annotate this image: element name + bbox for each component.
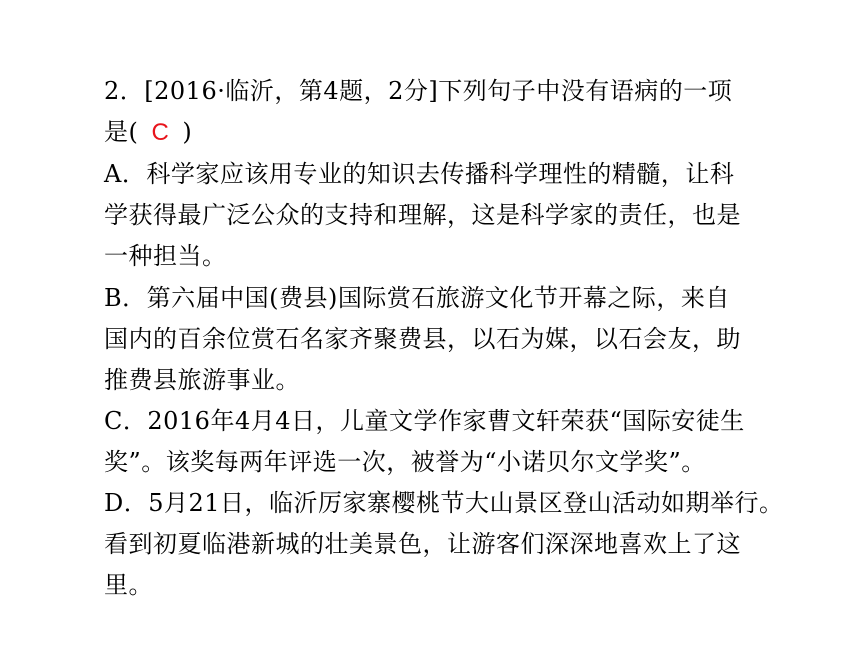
question-stem-continuation: [104, 117, 192, 148]
answer-prefix: 是(: [104, 118, 139, 146]
option-a-line-2: 学获得最广泛公众的支持和理解，这是科学家的责任，也是: [104, 201, 741, 229]
option-d-line-1: D．5月21日，临沂厉家寨樱桃节大山景区登山活动如期举行。: [104, 489, 784, 517]
question-stem-text: 2．[2016·临沂，第4题，2分]下列句子中没有语病的一项: [104, 77, 733, 105]
answer-letter: C: [151, 119, 170, 146]
option-b-line-3: 推费县旅游事业。: [104, 366, 300, 394]
option-a-line-3: 一种担当。: [104, 242, 227, 270]
option-b-line-1: B．第六届中国(费县)国际赏石旅游文化节开幕之际，来自: [104, 284, 730, 312]
option-d-line-2: 看到初夏临港新城的壮美景色，让游客们深深地喜欢上了这: [104, 530, 741, 558]
question-stem: [104, 76, 732, 106]
option-c-line-2: 奖”。该奖每两年评选一次，被誉为“小诺贝尔文学奖”。: [104, 448, 706, 476]
answer-suffix: ): [182, 118, 193, 146]
option-c-line-1: C．2016年4月4日，儿童文学作家曹文轩荣获“国际安徒生: [104, 407, 745, 435]
option-b-line-2: 国内的百余位赏石名家齐聚费县，以石为媒，以石会友，助: [104, 325, 741, 353]
option-d-line-3: 里。: [104, 571, 153, 599]
option-a-line-1: A．科学家应该用专业的知识去传播科学理性的精髓，让科: [104, 160, 735, 188]
